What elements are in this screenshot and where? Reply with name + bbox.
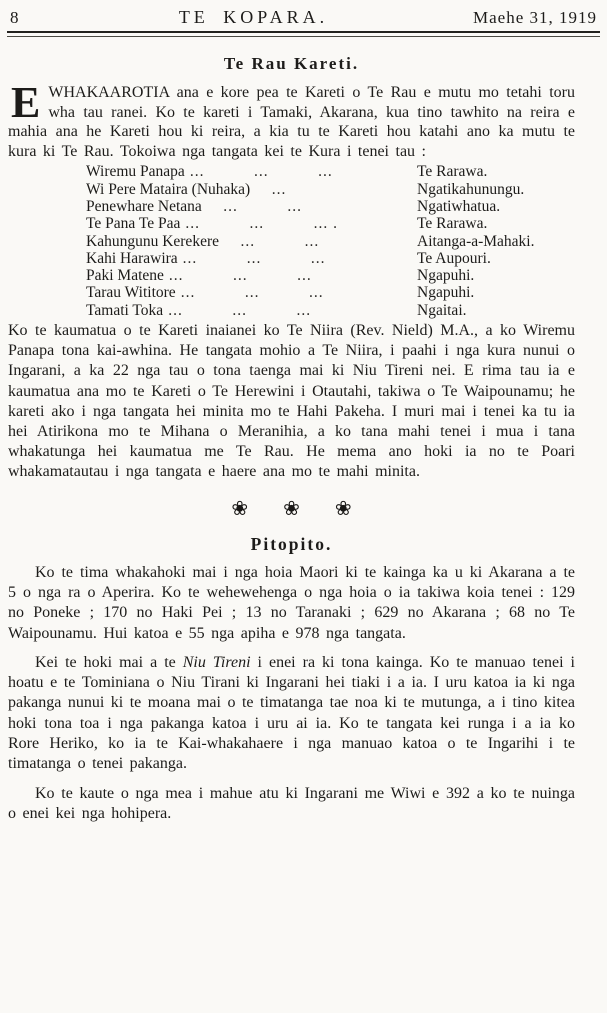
- student-name: Wiremu Panapa: [86, 163, 185, 181]
- issue-date: Maehe 31, 1919: [472, 8, 597, 27]
- student-tribe: Ngatikahunungu.: [417, 180, 525, 198]
- dropcap-letter: E: [11, 78, 41, 127]
- page-header: [0, 0, 607, 28]
- student-name: Penewhare Netana: [86, 197, 202, 215]
- page-number: 8: [10, 8, 19, 27]
- rosette-ornament-icon: ❀: [334, 497, 352, 520]
- opening-paragraph: [8, 78, 575, 161]
- dot-leader: ... ... ... .: [185, 215, 339, 233]
- student-name: Tamati Toka: [86, 301, 164, 319]
- roster-row: [86, 284, 575, 301]
- student-tribe: Ngapuhi.: [417, 267, 475, 285]
- rosette-ornament-icon: ❀: [231, 497, 249, 520]
- student-tribe: Ngaitai.: [417, 301, 467, 319]
- rosette-ornament-icon: ❀: [283, 497, 300, 520]
- dot-leader: ... ... ...: [189, 163, 333, 181]
- roster-row: [86, 163, 575, 180]
- header-rule: [7, 31, 600, 37]
- dot-leader: ... ...: [223, 232, 320, 250]
- dot-leader: ... ... ...: [168, 301, 312, 319]
- student-name: Tarau Wititore: [86, 284, 176, 302]
- roster-row: [86, 250, 575, 267]
- student-tribe: Ngatiwhatua.: [417, 197, 501, 215]
- dot-leader: ... ... ...: [180, 284, 324, 302]
- dot-leader: ...: [255, 180, 287, 198]
- pitopito-paragraph-2-lead: Kei te hoki mai a te: [35, 653, 183, 671]
- student-name: Te Pana Te Paa: [86, 215, 181, 233]
- section-divider-ornaments: [8, 496, 575, 521]
- roster-row: [86, 181, 575, 198]
- page-content: [0, 54, 607, 824]
- roster-row: [86, 198, 575, 215]
- student-name: Wi Pere Mataira (Nuhaka): [86, 180, 251, 198]
- student-name: Kahi Harawira: [86, 249, 178, 267]
- roster-row: [86, 302, 575, 319]
- student-tribe: Aitanga-a-Mahaki.: [417, 232, 535, 250]
- opening-paragraph-text: WHAKAAROTIA ana e kore pea te Kareti o Te Rau e mutu mo tetahi toru wha tau ranei. Ko te kareti i Tamaki, Akarana, kua tino tawhito na reira e mahia ana he Kareti hou ki reira, a kia tu te Kareti hou katahi ano ka mutu te kura ki Te Rau. Tokoiwa nga tangata kei te Kura i tenei tau :: [8, 84, 575, 160]
- student-name: Kahungunu Kerekere: [86, 232, 219, 250]
- roster-row: [86, 233, 575, 250]
- student-tribe: Te Rarawa.: [417, 215, 488, 233]
- student-roster: [86, 163, 575, 319]
- student-tribe: Te Rarawa.: [417, 163, 488, 181]
- student-tribe: Te Aupouri.: [417, 249, 491, 267]
- closing-paragraph: Ko te kaumatua o te Kareti inaianei ko Te Niira (Rev. Nield) M.A., a ko Wiremu Panapa tona kai-awhina. He tangata mohio a Te Niira, i paahi i nga kura nunui o Ingarani, a ka 22 nga tau o tona taenga mai ki Niu Tireni nei. E rima tau ia e kaumatua ana mo te Kareti o Te Herewini i Otautahi, takiwa o Te Waipounamu; he kareti ako i nga tangata hei minita mo te Hahi Pakeha. I muri mai i tenei ka tu ia hei Atirikona mo te Mihana o Meranihia, a ko tana mahi tenei i mua i tana whakatunga hei kaumatua me Te Rau. He mema ano hoki ia no te Poari whakamatautau i nga tangata e haere ana mo te mahi minita.: [8, 322, 575, 481]
- dot-leader: ... ...: [206, 197, 303, 215]
- student-tribe: Ngapuhi.: [417, 284, 475, 302]
- pitopito-paragraph-1: Ko te tima whakahoki mai i nga hoia Maori ki te kainga ka u ki Akarana a te 5 o nga ra o Aperira. Ko te wehewehenga o nga hoia o ia takiwa koia tenei : 129 no Poneke ; 170 no Haki Pei ; 13 no Taranaki ; 629 no Akarana ; 68 no Te Waipounamu. Hui katoa e 55 nga apiha e 978 nga tangata.: [8, 563, 575, 642]
- student-name: Paki Matene: [86, 267, 164, 285]
- dot-leader: ... ... ...: [168, 267, 312, 285]
- masthead-title: TE KOPARA.: [178, 7, 329, 27]
- pitopito-paragraph-2: [8, 653, 575, 775]
- article-heading-te-rau-kareti: Te Rau Kareti.: [223, 54, 360, 73]
- article-heading-pitopito: Pitopito.: [250, 533, 333, 554]
- pitopito-paragraph-3: Ko te kaute o nga mea i mahue atu ki Ingarani me Wiwi e 392 a ko te nuinga o enei kei nga hohipera.: [8, 784, 575, 822]
- roster-row: [86, 267, 575, 284]
- roster-row: [86, 215, 575, 232]
- ship-name: Niu Tireni: [182, 653, 251, 671]
- pitopito-paragraph-2-rest: i enei ra ki tona kainga. Ko te manuao tenei i hoatu e te Tominiana o Niu Tirani ki Ingarani hei tiaki i a ia. I uru katoa ia ki nga pakanga nunui ki te moana mai o te timatanga tae noa ki te mutunga, a i tino kitea hoki tona toa i nga pakanga katoa i uru ai ia. Ko te tangata kei runga i a ia ko Rore Heriko, ko ia te Kai-whakahaere i nga manuao katoa o te Ingarihi i te timatanga o tenei pakanga.: [8, 653, 575, 773]
- dot-leader: ... ... ...: [182, 249, 326, 267]
